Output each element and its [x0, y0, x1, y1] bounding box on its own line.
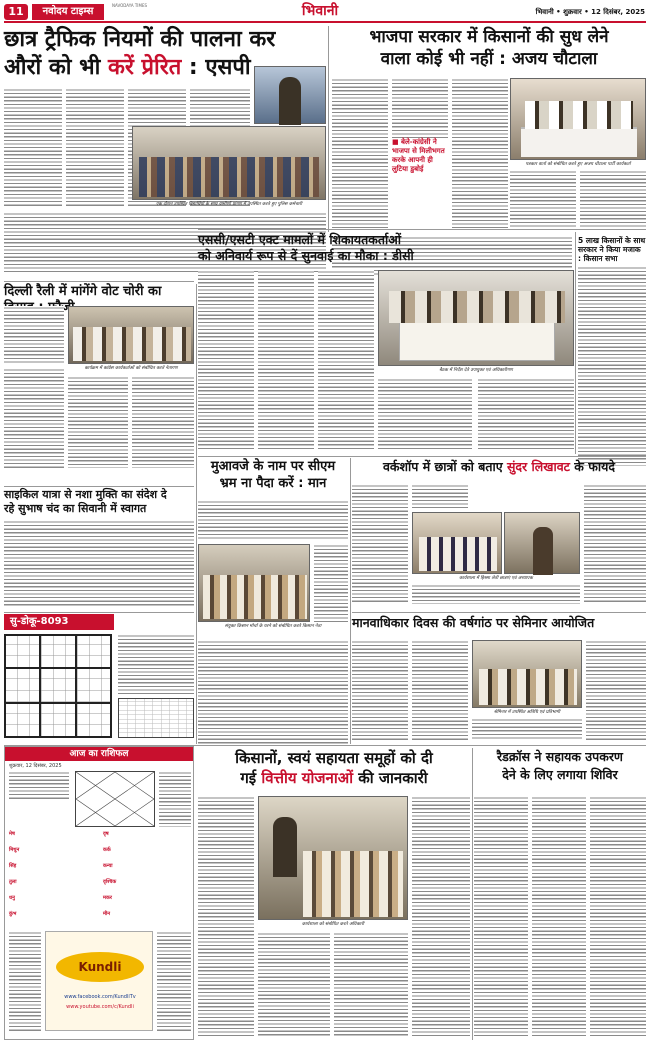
- finance-headline-part2: की जानकारी: [353, 769, 428, 787]
- column-rule-4: [472, 748, 473, 1040]
- mann-body-col1: [198, 500, 348, 540]
- redcross-body-col2: [532, 796, 586, 1036]
- redcross-body-col1: [474, 796, 528, 1036]
- row-rule-1: [4, 281, 194, 282]
- finance-audience: [303, 851, 403, 917]
- chautala-headline: [332, 26, 646, 74]
- zodiac-meen: मीन: [103, 911, 111, 917]
- press-table: [521, 127, 637, 157]
- zodiac-kark: कर्क: [103, 847, 111, 853]
- redcross-body-col3: [590, 796, 646, 1036]
- human-rights-body-col2: [412, 640, 468, 740]
- lead-photo-students: [132, 126, 326, 200]
- column-rule-2: [196, 284, 197, 744]
- meeting-table: [399, 321, 555, 361]
- kundli-chart: [75, 771, 155, 827]
- kundli-ad-facebook[interactable]: www.facebook.com/KundliTv: [64, 994, 136, 1000]
- lead-headline-highlight: करें प्रेरित: [107, 55, 182, 80]
- lead-body-col2: [66, 88, 124, 208]
- scst-story: [198, 232, 574, 454]
- human-rights-photo-caption: सेमिनार में उपस्थित अतिथि एवं प्रतिभागी: [493, 710, 561, 715]
- handwriting-photo-right: [504, 512, 580, 574]
- delhi-rally-headline: दिल्ली रैली में मांगेंगे वोट चोरी का: [4, 284, 162, 299]
- zodiac-vrishchik: वृश्चिक: [103, 879, 117, 885]
- mann-lower-body: [198, 640, 348, 744]
- redcross-headline: [474, 748, 646, 792]
- scst-headline: [198, 232, 574, 266]
- chautala-headline-line2: वाला कोई भी नहीं : अजय चौटाला: [380, 49, 598, 69]
- zodiac-makar: मकर: [103, 895, 112, 901]
- handwriting-story: [352, 458, 646, 610]
- chautala-body-col2: [392, 78, 448, 138]
- redcross-story: [474, 748, 646, 1040]
- zodiac-dhanu: धनु: [9, 895, 15, 901]
- zodiac-kumbh: कुंभ: [9, 911, 17, 917]
- zodiac-simha: सिंह: [9, 863, 17, 869]
- horoscope-intro2: [159, 771, 191, 827]
- masthead: [0, 0, 650, 22]
- paper-name: नवोदय टाइम्स: [32, 4, 104, 20]
- zodiac-kanya: कन्या: [103, 863, 113, 869]
- chautala-body-col4: [510, 170, 576, 232]
- finance-body-col1: [198, 796, 254, 1036]
- lead-photo-caption: एक दौरान उपस्थित विद्यार्थियों के साथ ग्रामीणों प्रांगण में उपस्थित करते हुए पुलिस कर्मचारी: [155, 202, 303, 207]
- cycle-yatra-story: [4, 488, 194, 610]
- scst-body-col4: [378, 378, 472, 450]
- chautala-photo-caption: पत्रकार वार्ता को संबोधित करते हुए अजय चौटाला पार्टी कार्यकर्ता: [525, 162, 631, 167]
- row-rule-6: [352, 612, 646, 613]
- lead-headline-part2: : एसपी: [181, 55, 251, 80]
- mann-story: [198, 458, 348, 636]
- zodiac-tula: तुला: [9, 879, 17, 885]
- masthead-rule: [4, 21, 646, 23]
- row-rule-5: [4, 612, 194, 613]
- finance-headline-line2: [198, 768, 470, 788]
- finance-body-col2: [258, 932, 330, 1036]
- mann-headline-line1: मुआवजे के नाम पर सीएम: [210, 459, 336, 474]
- kundli-diagram: [76, 772, 154, 826]
- students-writing: [419, 537, 497, 571]
- delhi-rally-body-col2: [4, 368, 64, 468]
- handwriting-headline-part1: वर्कशॉप में छात्रों को बताए: [382, 459, 507, 474]
- chautala-headline-line1: भाजपा सरकार में किसानों की सुध लेने: [369, 27, 609, 47]
- redcross-headline-line2: देने के लिए लगाया शिविर: [502, 767, 618, 782]
- chautala-story: [332, 26, 646, 236]
- finance-photo-caption: कार्यशाला को संबोधित करते अधिकारी: [301, 922, 365, 927]
- cycle-yatra-headline: [4, 488, 194, 518]
- handwriting-headline: [352, 458, 646, 480]
- chautala-pullquote: ■ बेले-कांग्रेसी ने भाजपा से मिलीभगत करके आपनी ही लुटिया डुबोई: [392, 138, 445, 173]
- finance-body-col4: [412, 796, 470, 1036]
- farmers-sabha-story: [578, 236, 646, 338]
- row-rule-3: [4, 486, 194, 487]
- handwriting-body-col3: [412, 584, 580, 604]
- human-rights-body-col3: [472, 718, 582, 740]
- column-rule-5: [575, 232, 576, 454]
- delhi-rally-photo: [68, 306, 194, 364]
- section-name: भिवानी: [301, 3, 339, 19]
- press-people: [525, 101, 633, 129]
- sudoku-label: सु-डोकू-8093: [4, 614, 114, 630]
- horoscope-intro: [9, 771, 69, 801]
- horoscope-block: [4, 746, 194, 1040]
- delhi-rally-story: [4, 284, 194, 484]
- chautala-body-col3: [452, 78, 508, 228]
- human-rights-photo: [472, 640, 582, 708]
- farmers-sabha-headline: 5 लाख किसानों के साथ सरकार ने किया मजाक : किसान सभा: [578, 236, 646, 263]
- scst-body-col3: [318, 270, 374, 450]
- handwriting-headline-highlight: सुंदर लिखावट: [506, 459, 570, 474]
- sudoku-grid-thick-h: [4, 634, 112, 738]
- kundli-ad-logo: Kundli: [56, 952, 144, 982]
- page-number-badge: 11: [4, 4, 28, 20]
- date-line: भिवानी • शुक्रवार • 12 दिसंबर, 2025: [535, 8, 645, 16]
- handwriting-body-col4: [584, 484, 646, 604]
- zodiac-mithun: मिथुन: [9, 847, 20, 853]
- sudoku-answer-grid: [118, 698, 194, 738]
- zodiac-mesh: मेष: [9, 831, 15, 837]
- redcross-headline-line1: रैडक्रॉस ने सहायक उपकरण: [497, 749, 623, 764]
- lead-headline-line1: छात्र ट्रैफिक नियमों की पालना कर: [4, 27, 276, 52]
- scst-body-col2: [258, 270, 314, 450]
- row-rule-7: [4, 745, 646, 746]
- scst-photo-caption: बैठक में निर्देश देते उपायुक्त एवं अधिकारीगण: [439, 368, 513, 373]
- zodiac-list: [9, 831, 191, 927]
- human-rights-story: [352, 614, 646, 744]
- finance-photo: [258, 796, 408, 920]
- paper-tagline: NAVODAYA TIMES: [112, 3, 148, 8]
- row-rule-4: [198, 456, 646, 457]
- sudoku-block: [4, 614, 194, 742]
- mann-photo-caption: संयुक्त किसान मोर्चा के धरने को संबोधित करते किसान नेता: [224, 624, 322, 629]
- students-group: [139, 157, 319, 197]
- scst-headline-line2: को अनिवार्य रूप से दें सुनवाई का मौका : डीसी: [198, 248, 414, 263]
- delhi-rally-body-col1: [4, 306, 64, 364]
- cycle-yatra-headline-line1: साइकिल यात्रा से नशा मुक्ति का संदेश दे: [4, 488, 167, 501]
- meeting-officials: [389, 291, 565, 323]
- chautala-photo: [510, 78, 646, 160]
- handwriting-body-col1: [352, 484, 408, 604]
- cycle-yatra-body: [4, 520, 194, 606]
- column-rule-3: [350, 458, 351, 744]
- kundli-ad-youtube[interactable]: www.youtube.com/c/Kundli: [66, 1004, 134, 1010]
- column-rule-1: [328, 26, 329, 232]
- scst-photo: [378, 270, 574, 366]
- zodiac-vrish: वृष: [103, 831, 109, 837]
- human-rights-body-col4: [586, 640, 646, 740]
- seminar-guests: [479, 669, 577, 705]
- horoscope-title: आज का राशिफल: [5, 747, 193, 761]
- horoscope-side-text-left: [9, 931, 41, 1031]
- finance-headline-line1: किसानों, स्वयं सहायता समूहों को दी: [235, 749, 433, 767]
- delhi-rally-body-col4: [132, 376, 194, 468]
- handwriting-headline-part2: के फायदे: [569, 459, 616, 474]
- mann-body-col2: [314, 544, 348, 622]
- lead-body-col1: [4, 88, 62, 208]
- horoscope-subtitle: शुक्रवार, 12 दिसंबर, 2025: [9, 763, 62, 769]
- scst-body-col5: [478, 378, 574, 450]
- scst-body-col1: [198, 270, 254, 450]
- delhi-rally-body-col3: [68, 376, 128, 468]
- human-rights-headline: मानवाधिकार दिवस की वर्षगांठ पर सेमिनार आयोजित: [352, 615, 595, 630]
- kundli-ad: [45, 931, 153, 1031]
- speaker-figure: [279, 77, 301, 125]
- farmers-sabha-body: [578, 266, 646, 466]
- delhi-rally-photo-caption: कार्यक्रम में कांग्रेस कार्यकर्ताओं को संबोधित करते नेतागण: [84, 366, 178, 371]
- lead-headline-part1: औरों को भी: [4, 55, 108, 80]
- horoscope-side-text-right: [157, 931, 191, 1031]
- finance-body-col3: [334, 932, 408, 1036]
- lead-photo-speaker: [254, 66, 326, 124]
- mann-headline-line2: भ्रम ना पैदा करें : मान: [219, 476, 327, 491]
- finance-story: [198, 748, 470, 1040]
- rally-crowd: [73, 327, 191, 361]
- mann-photo: [198, 544, 310, 622]
- handwriting-photo-left: [412, 512, 502, 574]
- human-rights-body-col1: [352, 640, 408, 740]
- finance-headline: [198, 748, 470, 792]
- row-rule-2: [198, 229, 646, 230]
- chautala-body-col1: [332, 78, 388, 228]
- finance-headline-highlight: वित्तीय योजनाओं: [261, 769, 354, 787]
- handwriting-photo-caption: कार्यशाला में हिस्सा लेती छात्राएं एवं अध्यापक: [459, 576, 533, 581]
- mann-headline: [198, 458, 348, 496]
- protest-crowd: [203, 575, 307, 619]
- cycle-yatra-headline-line2: रहे सुभाष चंद का सिवानी में स्वागत: [4, 502, 147, 515]
- teacher-figure: [533, 527, 553, 575]
- sudoku-instructions: [118, 634, 194, 694]
- handwriting-body-col2: [412, 484, 468, 510]
- finance-speaker: [273, 817, 297, 877]
- scst-headline-line1: एससी/एसटी एक्ट मामलों में शिकायतकर्ताओं: [198, 232, 402, 247]
- finance-headline-part1: गई: [240, 769, 262, 787]
- chautala-body-col5: [580, 170, 646, 232]
